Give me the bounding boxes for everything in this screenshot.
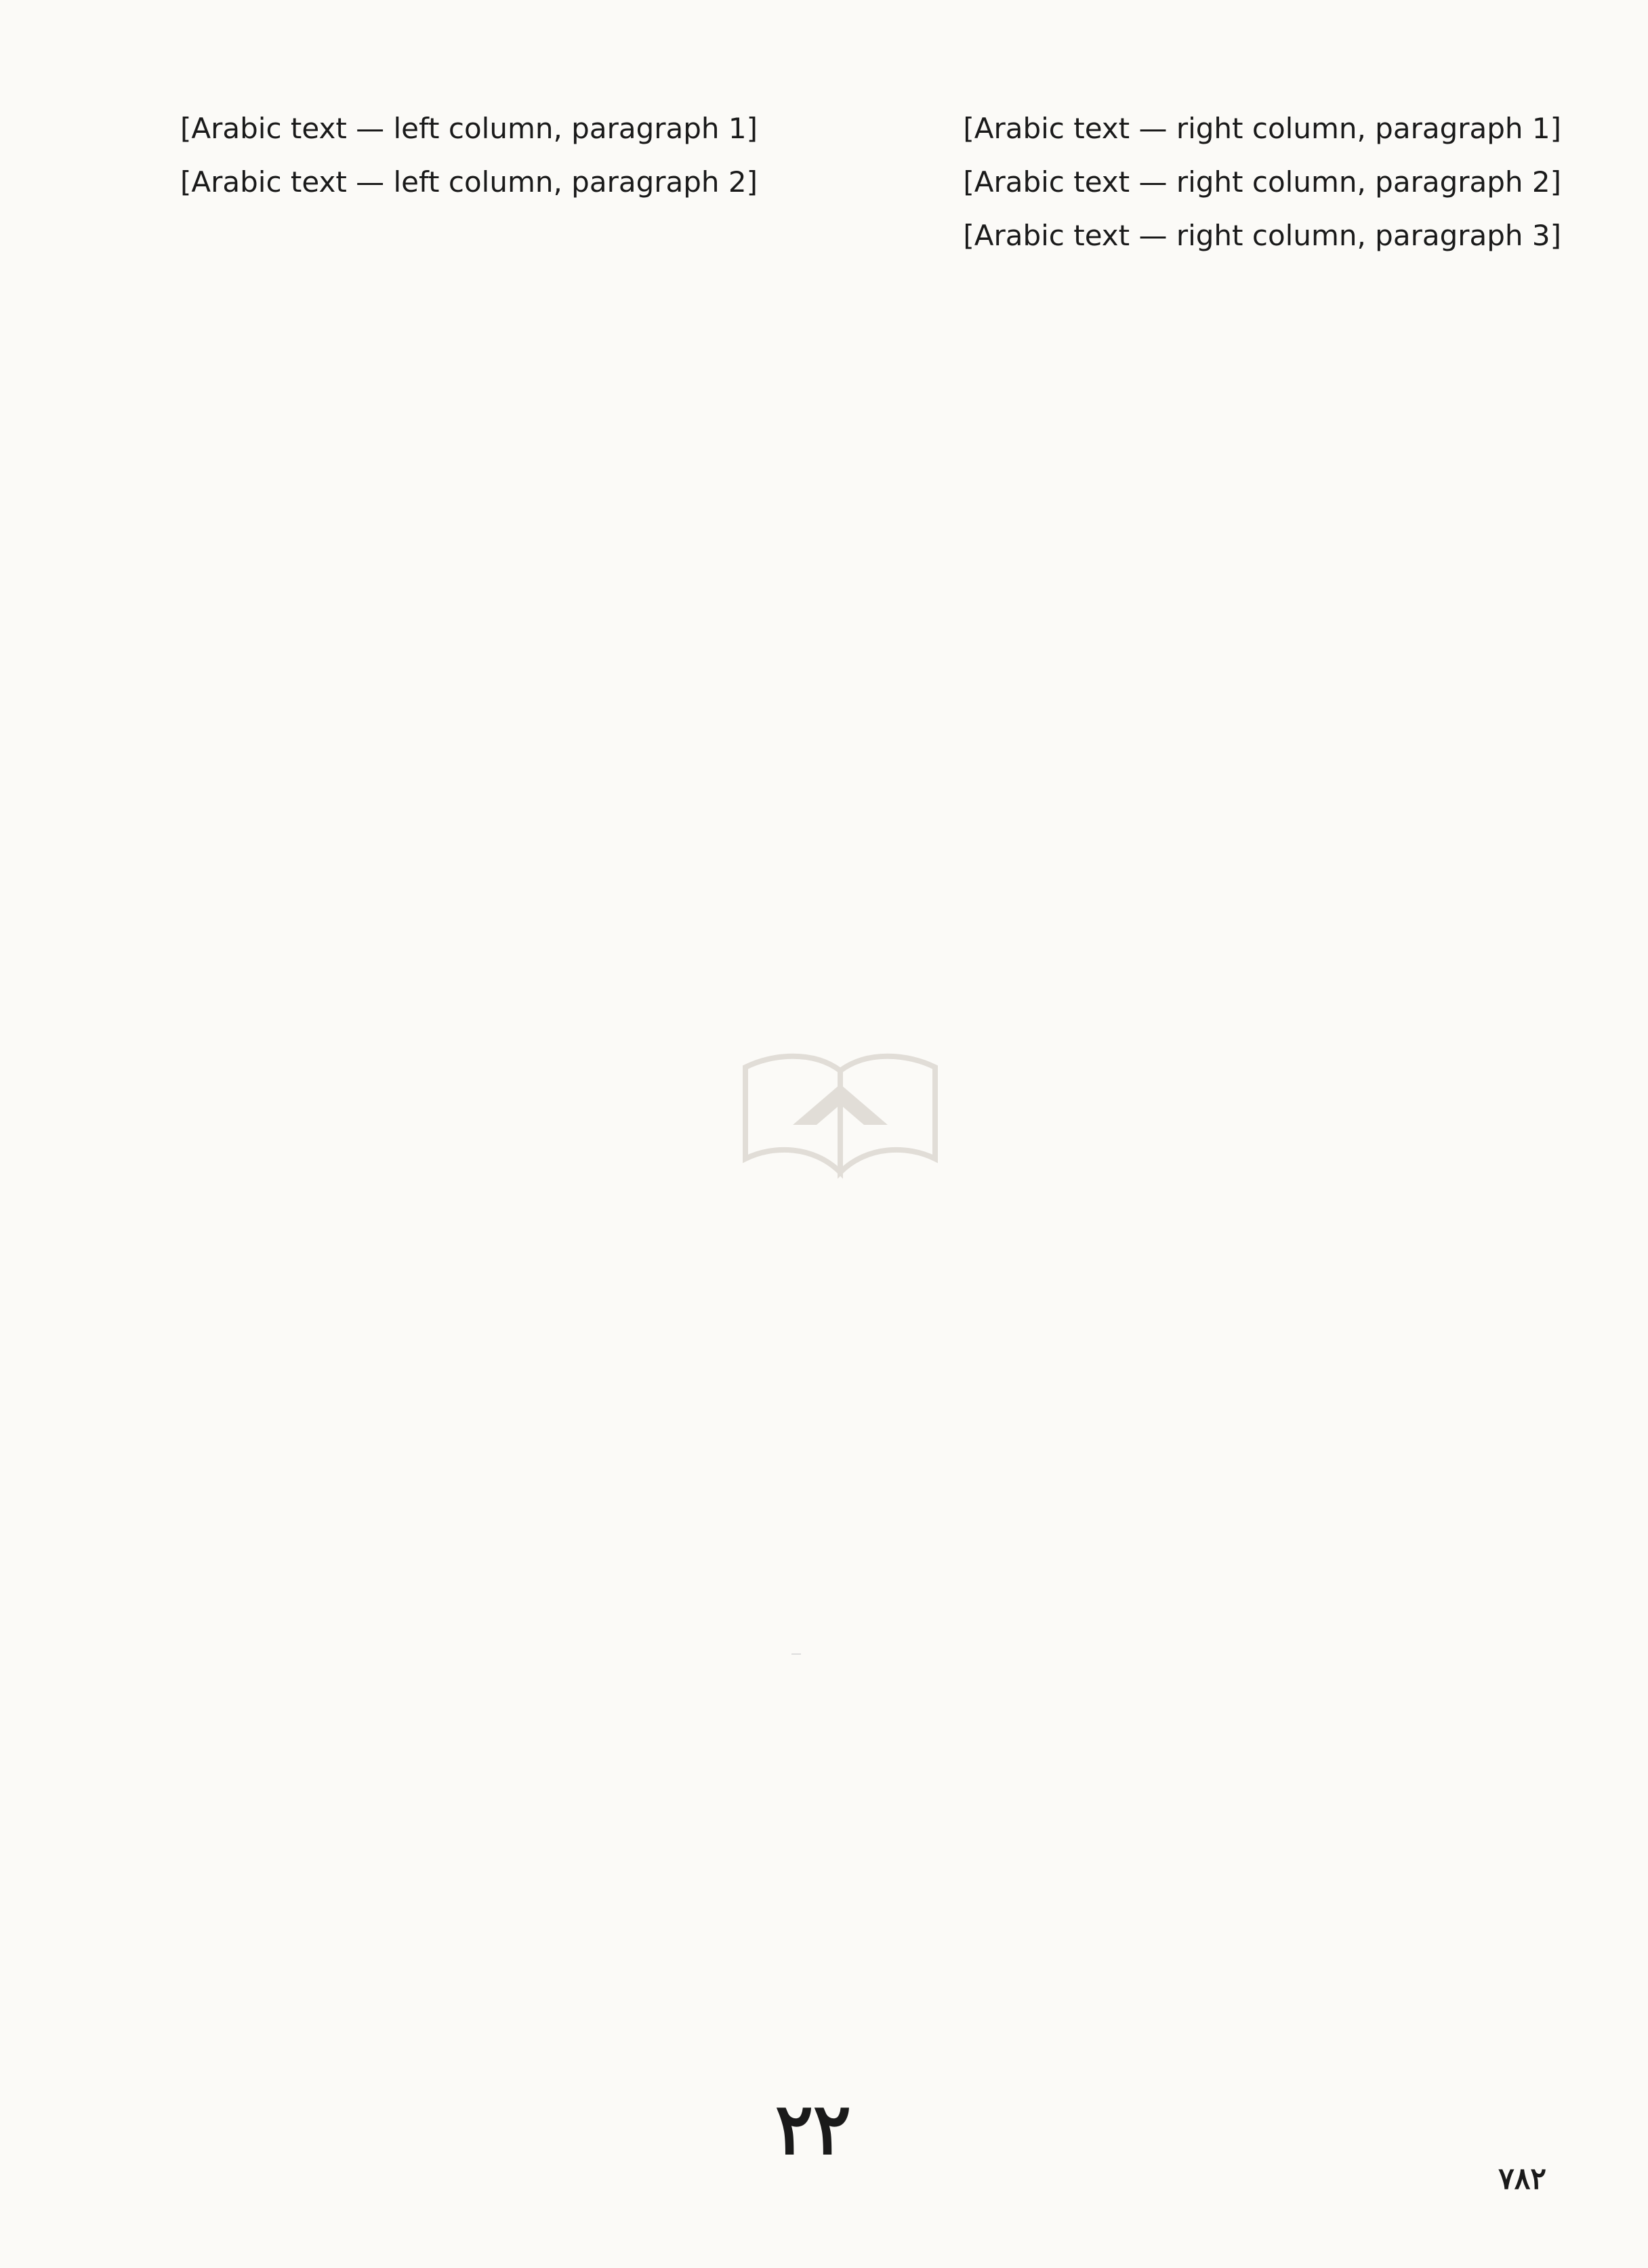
- margin-mark: [791, 1653, 801, 1655]
- text-column-left: [73, 102, 758, 209]
- paragraph: [Arabic text — right column, paragraph 3]: [963, 219, 1561, 252]
- paragraph: [Arabic text — right column, paragraph 1]: [963, 112, 1561, 145]
- page-number: ٢٢: [775, 2087, 851, 2170]
- archive-watermark: [623, 1044, 1057, 1396]
- open-book-icon: [739, 1044, 942, 1179]
- text-column-right: [877, 102, 1561, 262]
- folio-number: ٧٨٢: [1498, 2162, 1546, 2196]
- paragraph: [Arabic text — left column, paragraph 2]: [180, 165, 758, 199]
- paragraph: [Arabic text — left column, paragraph 1]: [180, 112, 758, 145]
- paragraph: [Arabic text — right column, paragraph 2]: [963, 165, 1561, 199]
